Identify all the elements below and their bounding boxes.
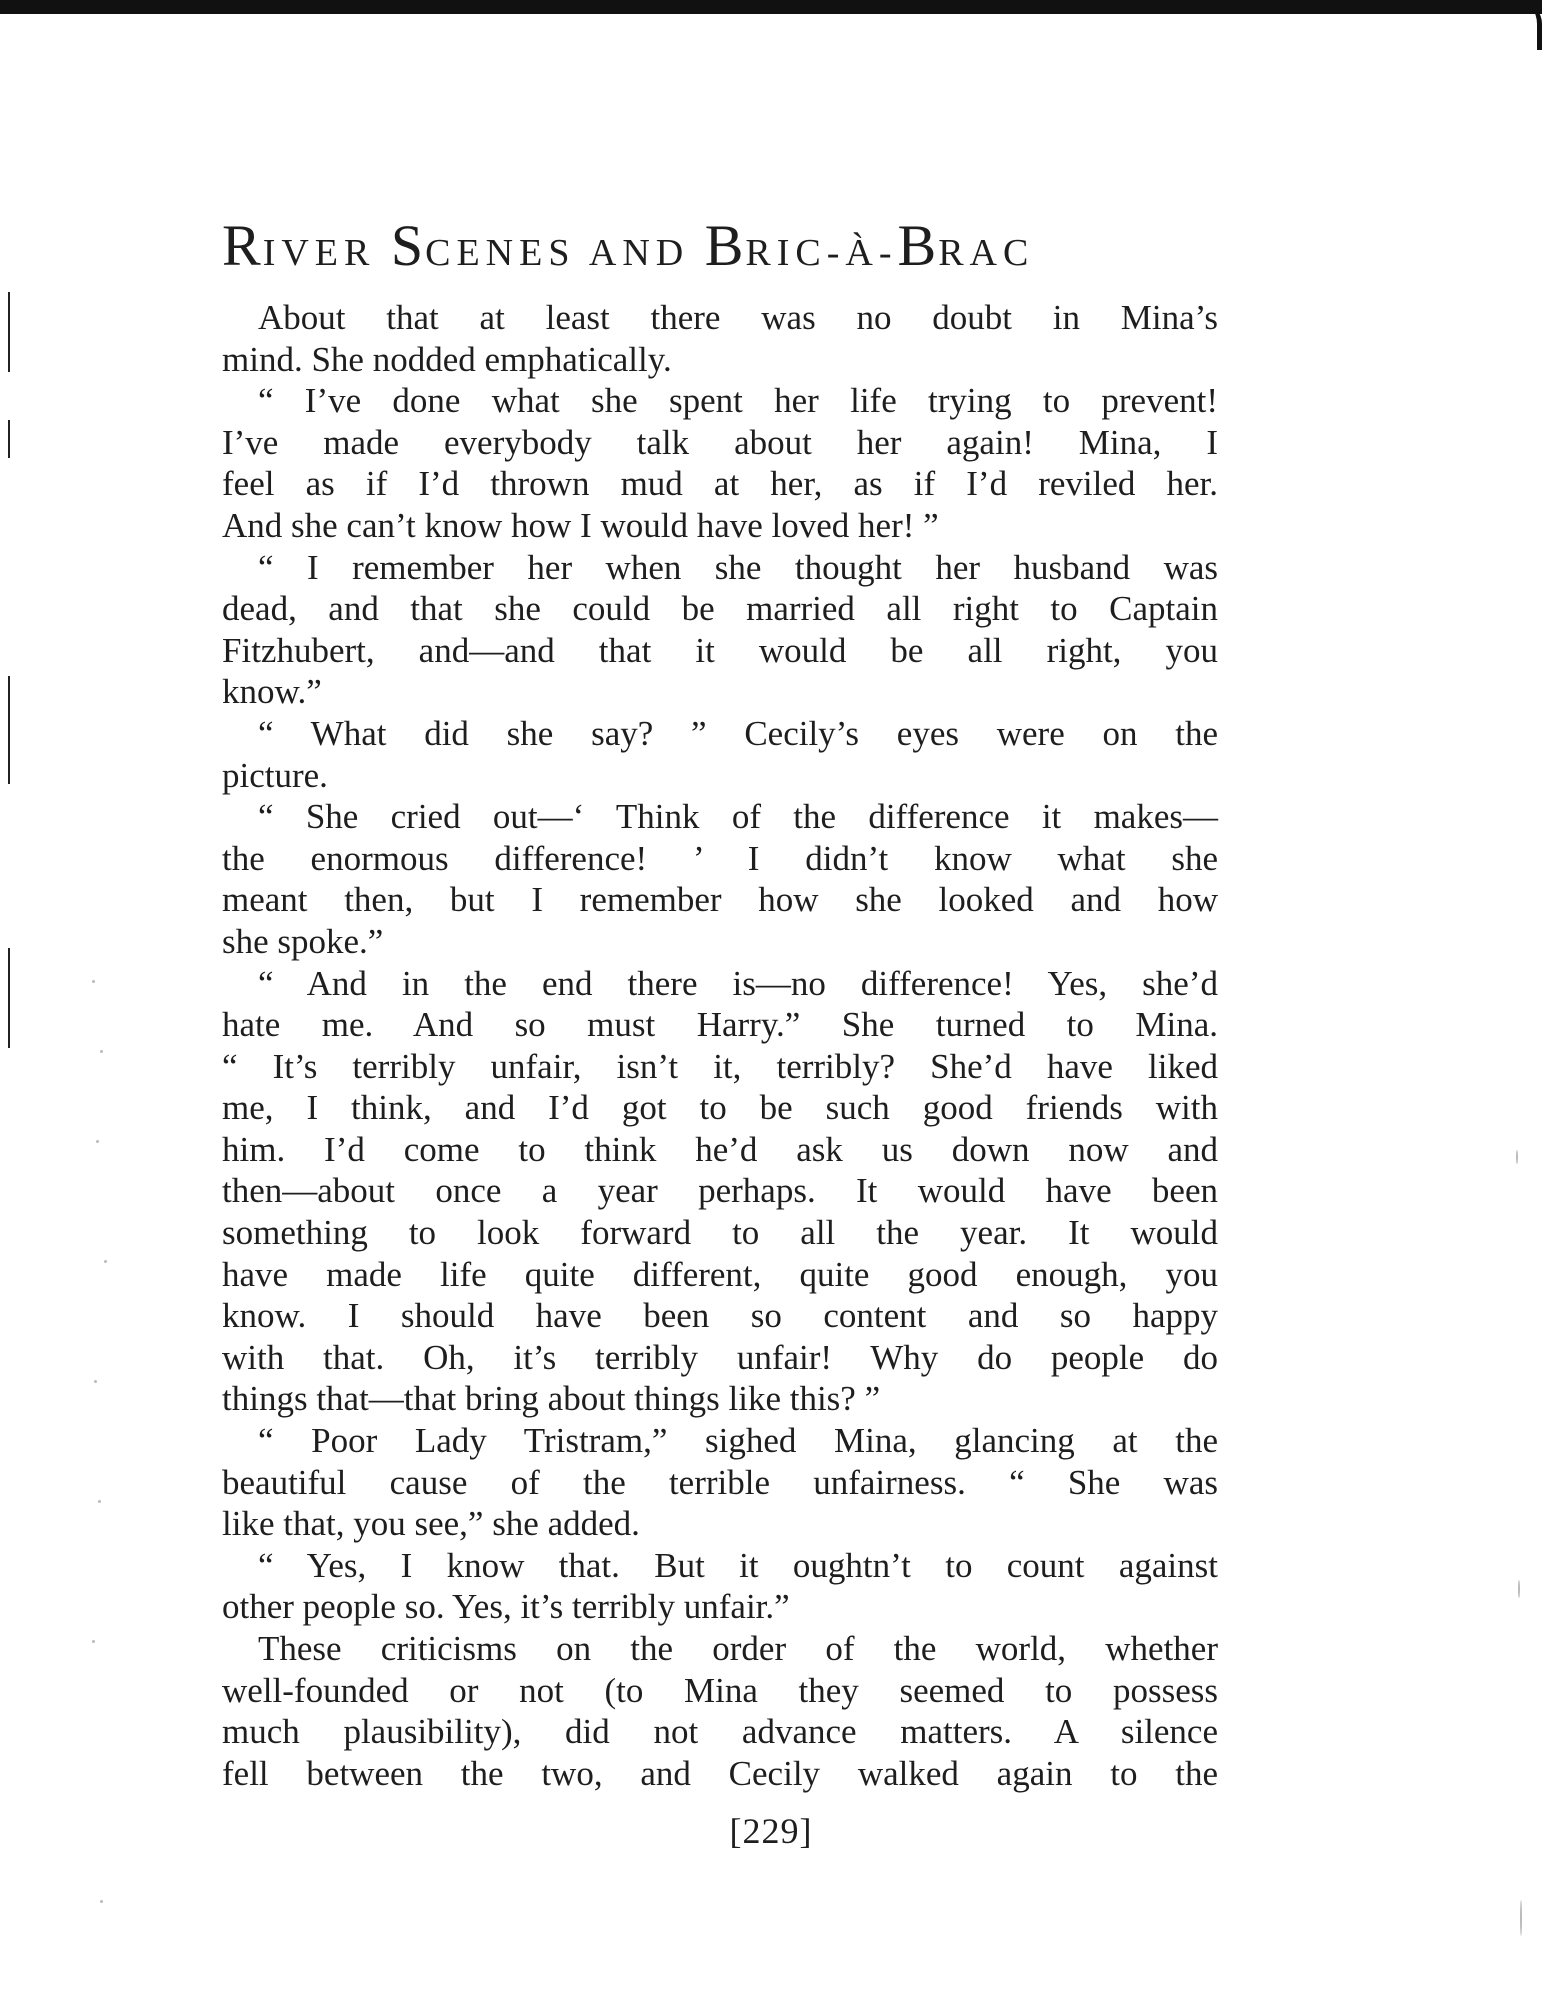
- text-line: “ Yes, I know that. But it oughtn’t to count against: [258, 1545, 1218, 1585]
- text-line: meant then, but I remember how she looked and how: [222, 880, 1218, 920]
- running-head-word: RAC: [938, 232, 1035, 274]
- body-text: [222, 297, 1218, 1794]
- text-line: These criticisms on the order of the world, whether: [258, 1629, 1218, 1668]
- text-line: know. I should have been so content and so happy: [222, 1296, 1218, 1336]
- text-line: dead, and that she could be married all right to Captain: [222, 589, 1218, 629]
- scan-speck: [94, 1380, 97, 1383]
- text-line: About that at least there was no doubt in Mina’s: [258, 298, 1218, 337]
- text-line: “ And in the end there is—no difference! Yes, she’d: [258, 963, 1218, 1003]
- running-head-word: CENES: [425, 232, 576, 274]
- text-line: things that—that bring about things like this? ”: [222, 1379, 881, 1419]
- running-head-initial: B: [704, 213, 746, 278]
- text-line: fell between the two, and Cecily walked again to the: [222, 1753, 1218, 1793]
- scan-speck: [100, 1900, 103, 1903]
- running-head: [222, 212, 1222, 279]
- text-line: picture.: [222, 755, 328, 795]
- left-margin-mark: [8, 948, 10, 1048]
- scan-speck: [100, 1050, 103, 1053]
- running-head-initial: B: [897, 213, 939, 278]
- text-line: And she can’t know how I would have loved her! ”: [222, 505, 939, 545]
- text-line: well-founded or not (to Mina they seemed to possess: [222, 1670, 1218, 1710]
- scan-speck: [1516, 1150, 1518, 1164]
- text-line: I’ve made everybody talk about her again! Mina, I: [222, 422, 1218, 462]
- text-line: “ I’ve done what she spent her life trying to prevent!: [258, 381, 1218, 421]
- text-line: him. I’d come to think he’d ask us down now and: [222, 1129, 1218, 1169]
- scan-speck: [104, 1260, 107, 1263]
- page-number: [229]: [729, 1811, 813, 1851]
- scan-speck: [92, 980, 95, 983]
- text-line: have made life quite different, quite good enough, you: [222, 1254, 1218, 1294]
- text-line: feel as if I’d thrown mud at her, as if I’d reviled her.: [222, 464, 1218, 504]
- left-margin-mark: [8, 676, 10, 784]
- text-line: know.”: [222, 672, 322, 712]
- text-line: something to look forward to all the year. It would: [222, 1213, 1218, 1253]
- scan-speck: [1520, 1900, 1522, 1936]
- running-head-initial: S: [390, 213, 426, 278]
- scan-speck: [98, 1500, 101, 1503]
- text-line: other people so. Yes, it’s terribly unfair.”: [222, 1587, 790, 1627]
- text-line: Fitzhubert, and—and that it would be all right, you: [222, 630, 1218, 670]
- scan-speck: [96, 1140, 99, 1143]
- text-line: “ She cried out—‘ Think of the difference it makes—: [258, 797, 1218, 837]
- text-line: hate me. And so must Harry.” She turned to Mina.: [222, 1005, 1218, 1045]
- text-line: mind. She nodded emphatically.: [222, 339, 672, 379]
- scan-speck: [92, 1640, 95, 1643]
- text-line: like that, you see,” she added.: [222, 1504, 640, 1544]
- running-head-word: RIC-À-: [745, 232, 898, 274]
- running-head-word: IVER: [262, 232, 376, 274]
- running-head-word: AND: [588, 232, 690, 274]
- text-line: “ It’s terribly unfair, isn’t it, terribly? She’d have liked: [222, 1046, 1218, 1086]
- text-line: “ I remember her when she thought her husband was: [258, 547, 1218, 587]
- left-margin-mark: [8, 292, 10, 372]
- scan-speck: [1518, 1580, 1520, 1598]
- text-line: with that. Oh, it’s terribly unfair! Why do people do: [222, 1337, 1218, 1377]
- text-line: “ Poor Lady Tristram,” sighed Mina, glancing at the: [258, 1421, 1218, 1461]
- running-head-initial: R: [222, 213, 263, 278]
- top-page-edge: [0, 0, 1542, 14]
- left-margin-mark: [8, 420, 10, 458]
- text-line: she spoke.”: [222, 921, 384, 961]
- text-line: then—about once a year perhaps. It would have been: [222, 1171, 1218, 1211]
- text-line: beautiful cause of the terrible unfairness. “ She was: [222, 1462, 1218, 1502]
- text-line: me, I think, and I’d got to be such good friends with: [222, 1088, 1218, 1128]
- text-line: much plausibility), did not advance matters. A silence: [222, 1712, 1218, 1752]
- text-line: “ What did she say? ” Cecily’s eyes were on the: [258, 713, 1218, 753]
- text-line: the enormous difference! ’ I didn’t know what she: [222, 838, 1218, 878]
